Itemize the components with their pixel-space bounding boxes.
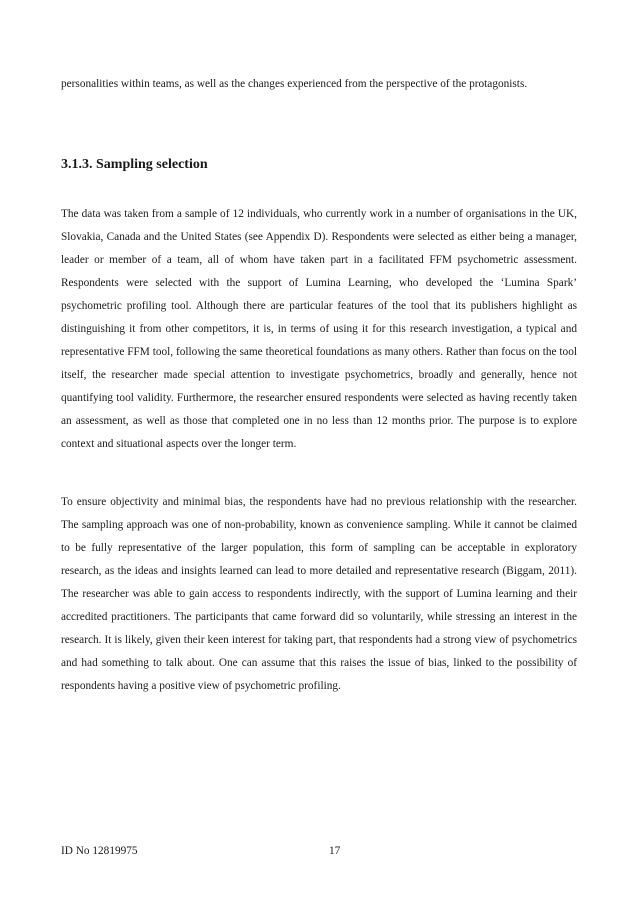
footer-page-number: 17 (329, 845, 341, 857)
paragraph-sampling: The data was taken from a sample of 12 individuals, who currently work in a number of organisations in the UK, Slovakia, Canada and the United States (see Appendix D). Respondents were selected as either being a manager, leader or member of a team, all of whom have taken part in a facilitated FFM psychometric assessment. Respondents were selected with the support of Lumina Learning, who developed the ‘Lumina Spark’ psychometric profiling tool. Although there are particular features of the tool that its publishers highlight as distinguishing it from other competitors, it is, in terms of using it for this research investigation, a typical and representative FFM tool, following the same theoretical foundations as many others. Rather than focus on the tool itself, the researcher made special attention to investigate psychometrics, broadly and generally, hence not quantifying tool validity. Furthermore, the researcher ensured respondents were selected as having recently taken an assessment, as well as those that completed one in no less than 12 months prior. The purpose is to explore context and situational aspects over the longer term. (61, 208, 577, 450)
paragraph-bias: To ensure objectivity and minimal bias, the respondents have had no previous relationship with the researcher. The sampling approach was one of non-probability, known as convenience sampling. While it cannot be claimed to be fully representative of the larger population, this form of sampling can be acceptable in exploratory research, as the ideas and insights learned can lead to more detailed and representative research (Biggam, 2011). The researcher was able to gain access to respondents indirectly, with the support of Lumina learning and their accredited practitioners. The participants that came forward did so voluntarily, while stressing an interest in the research. It is likely, given their keen interest for taking part, that respondents had a strong view of psychometrics and had something to talk about. One can assume that this raises the issue of bias, linked to the possibility of respondents having a positive view of psychometric profiling. (61, 496, 577, 692)
paragraph-continued: personalities within teams, as well as the changes experienced from the perspective of the protagonists. (61, 78, 528, 90)
footer-student-id: ID No 12819975 (61, 845, 138, 857)
section-heading: 3.1.3. Sampling selection (61, 157, 208, 172)
